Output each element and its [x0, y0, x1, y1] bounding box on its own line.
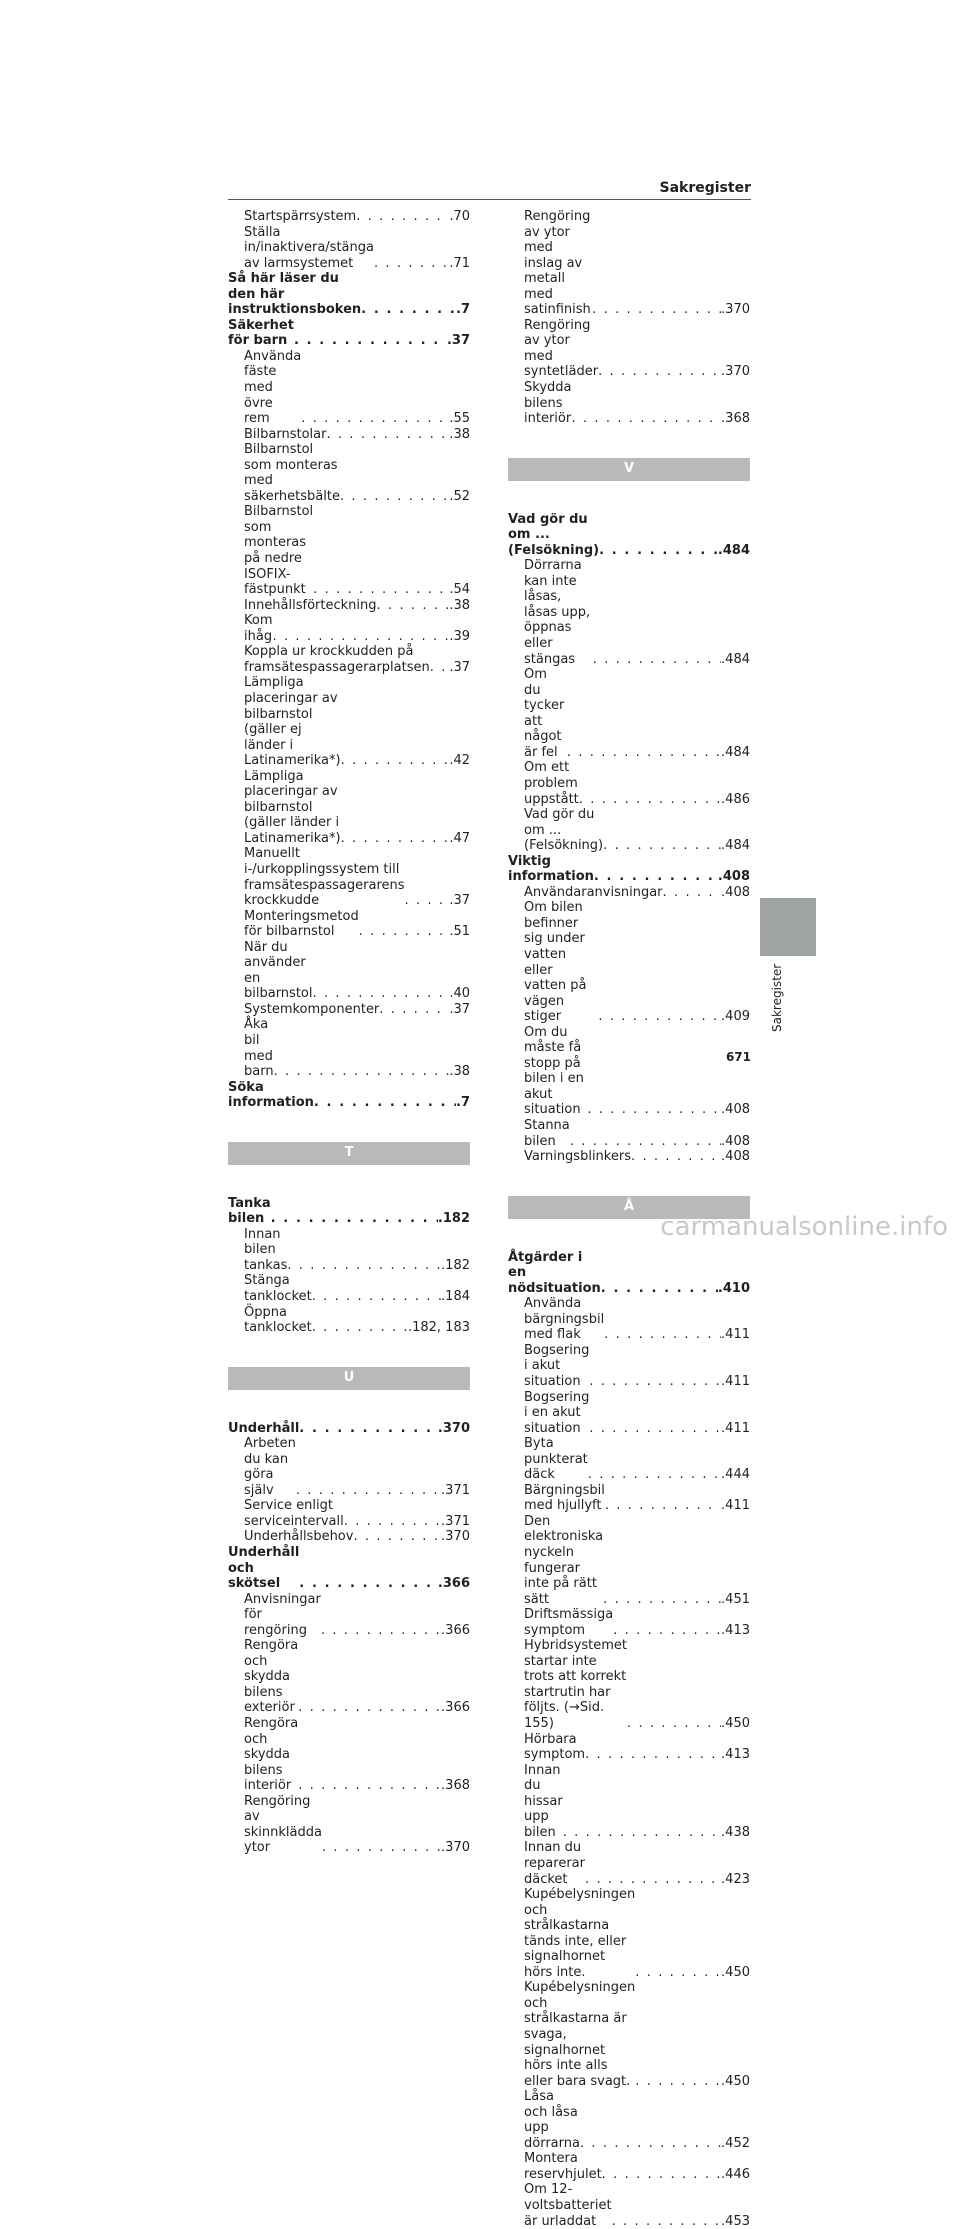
entry-label: Bogsering i akut situation — [524, 1342, 590, 1389]
entry-page-ref[interactable]: .37 — [449, 1001, 470, 1017]
entry-page-ref[interactable]: .54 — [449, 582, 470, 598]
entry-label: Systemkomponenter — [244, 1001, 380, 1017]
entry-label: Rengöra och skydda bilens exteriör — [244, 1638, 299, 1716]
entry-page-ref[interactable]: .7 — [456, 1095, 470, 1111]
index-main-entry[interactable] — [508, 512, 750, 559]
leader-dots — [635, 1965, 721, 1981]
index-sub-entry[interactable] — [508, 209, 750, 318]
leader-dots — [598, 1009, 721, 1025]
index-sub-entry[interactable] — [508, 1343, 750, 1390]
leader-dots — [379, 1002, 449, 1018]
entry-label: Viktig information — [508, 853, 594, 885]
index-column-left — [228, 209, 470, 1856]
index-sub-entry[interactable] — [508, 1436, 750, 1483]
leader-dots — [296, 1483, 441, 1499]
entry-label: Innan bilen tankas — [244, 1226, 288, 1273]
entry-label: Lämpliga placeringar av bilbarnstol (gäller ej länder i Latinamerika*) — [244, 675, 341, 769]
leader-dots — [301, 411, 449, 427]
entry-page-ref[interactable]: .453 — [721, 2213, 750, 2229]
index-sub-entry[interactable] — [228, 225, 470, 272]
entry-label: Bärgningsbil med hjullyft — [524, 1482, 605, 1514]
entry-label: Söka information — [228, 1079, 314, 1111]
entry-label: Byta punkterat däck — [524, 1436, 588, 1483]
entry-label: Om bilen befinner sig under vatten eller vatten på vägen stiger — [524, 900, 587, 1025]
entry-label: Montera reservhjulet — [524, 2151, 602, 2182]
leader-dots — [663, 885, 722, 901]
entry-label: Arbeten du kan göra själv — [244, 1436, 296, 1498]
entry-page-ref[interactable]: .411 — [721, 1498, 750, 1514]
leader-dots — [585, 1872, 721, 1888]
leader-dots — [580, 2136, 721, 2152]
index-sub-entry[interactable] — [228, 769, 470, 847]
leader-dots — [299, 1576, 438, 1592]
index-main-entry[interactable] — [508, 1250, 750, 1297]
entry-label: Koppla ur krockkudden på framsätespassagerarplatsen — [244, 644, 430, 675]
index-letter-heading: U — [228, 1367, 470, 1390]
index-sub-entry[interactable] — [508, 2151, 750, 2182]
entry-label: Anvisningar för rengöring — [244, 1591, 321, 1638]
entry-page-ref[interactable]: .411 — [721, 1327, 750, 1343]
entry-page-ref[interactable]: .182 — [437, 1211, 470, 1227]
leader-dots — [374, 256, 449, 272]
leader-dots — [344, 1514, 441, 1530]
index-sub-entry[interactable] — [508, 380, 750, 427]
entry-label: Vad gör du om ... (Felsökning) — [524, 807, 604, 854]
entry-label: När du använder en bilbarnstol — [244, 939, 313, 1002]
entry-label: Åtgärder i en nödsituation — [508, 1249, 601, 1296]
entry-page-ref[interactable]: .368 — [441, 1778, 470, 1794]
entry-label: Rengöring av ytor med syntetläder — [524, 317, 599, 380]
entry-label: Underhåll och skötsel — [228, 1545, 300, 1592]
entry-page-ref[interactable]: .413 — [721, 1622, 750, 1638]
index-letter-heading: V — [508, 458, 750, 481]
index-main-entry[interactable] — [228, 1196, 470, 1227]
index-sub-entry[interactable] — [228, 349, 470, 427]
leader-dots — [294, 333, 447, 349]
entry-label: Rengöring av skinnklädda ytor — [244, 1793, 322, 1856]
entry-label: Bilbarnstol som monteras med säkerhetsbälte — [244, 442, 340, 504]
leader-dots — [340, 489, 449, 505]
entry-page-ref[interactable]: .366 — [437, 1576, 470, 1592]
index-main-entry[interactable] — [228, 1080, 470, 1111]
leader-dots — [602, 2167, 721, 2183]
entry-page-ref[interactable]: .370 — [721, 302, 750, 318]
index-sub-entry[interactable] — [228, 613, 470, 644]
entry-page-ref[interactable]: .7 — [456, 302, 470, 318]
index-sub-entry[interactable] — [228, 1002, 470, 1018]
index-sub-entry[interactable] — [228, 846, 470, 908]
leader-dots — [563, 1825, 721, 1841]
leader-dots — [588, 1467, 721, 1483]
entry-label: Underhållsbehov — [244, 1529, 354, 1545]
entry-page-ref[interactable]: .38 — [449, 1064, 470, 1080]
leader-dots — [571, 411, 721, 427]
index-sub-entry[interactable] — [508, 2089, 750, 2151]
index-sub-entry[interactable] — [228, 675, 470, 768]
entry-label: Den elektroniska nyckeln fungerar inte på rätt sätt — [524, 1513, 604, 1607]
index-sub-entry[interactable] — [508, 1887, 750, 1980]
index-sub-entry[interactable] — [508, 1149, 750, 1165]
entry-page-ref[interactable]: .47 — [449, 830, 470, 846]
leader-dots — [353, 1529, 441, 1545]
entry-page-ref[interactable]: .408 — [717, 869, 750, 885]
index-sub-entry[interactable] — [508, 1483, 750, 1514]
entry-label: Innehållsförteckning — [244, 597, 377, 613]
index-letter-heading: Å — [508, 1196, 750, 1219]
entry-label: Innan du hissar upp bilen — [524, 1762, 563, 1840]
entry-page-ref[interactable]: .484 — [717, 542, 750, 558]
leader-dots — [312, 986, 449, 1002]
index-sub-entry[interactable] — [228, 1498, 470, 1529]
page-number: 671 — [725, 1050, 751, 1064]
side-tab-label: Sakregister — [770, 963, 784, 1032]
index-sub-entry[interactable] — [508, 1514, 750, 1607]
entry-label: Ställa in/inaktivera/stänga av larmsystemet — [244, 224, 374, 271]
entry-label: Lämpliga placeringar av bilbarnstol (gäller länder i Latinamerika*) — [244, 768, 341, 846]
index-sub-entry[interactable] — [508, 1980, 750, 2089]
entry-label: Varningsblinkers — [524, 1149, 631, 1165]
index-sub-entry[interactable] — [228, 1227, 470, 1274]
leader-dots — [405, 893, 450, 909]
entry-label: Låsa och låsa upp dörrarna — [524, 2089, 580, 2151]
header-divider — [228, 199, 751, 200]
leader-dots — [603, 838, 721, 854]
leader-dots — [592, 302, 721, 318]
leader-dots — [312, 1289, 441, 1305]
entry-page-ref[interactable]: .486 — [721, 791, 750, 807]
entry-page-ref[interactable]: .410 — [717, 1280, 750, 1296]
leader-dots — [612, 2214, 721, 2229]
index-main-entry[interactable] — [508, 854, 750, 885]
entry-page-ref[interactable]: .184 — [441, 1289, 470, 1304]
leader-dots — [430, 660, 450, 676]
leader-dots — [313, 582, 449, 598]
entry-label: Driftsmässiga symptom — [524, 1607, 614, 1638]
entry-label: Monteringsmetod för bilbarnstol — [244, 908, 359, 940]
leader-dots — [356, 209, 449, 225]
entry-label: Om 12-voltsbatteriet är urladdat — [524, 2182, 612, 2229]
leader-dots — [599, 543, 718, 559]
leader-dots — [604, 1327, 721, 1343]
index-main-entry[interactable] — [228, 1421, 470, 1437]
leader-dots — [603, 1592, 721, 1608]
entry-label: Om du tycker att något är fel — [524, 667, 565, 760]
index-sub-entry[interactable] — [228, 940, 470, 1002]
entry-page-ref[interactable]: .370 — [721, 364, 750, 380]
entry-label: Service enligt serviceintervall — [244, 1498, 344, 1529]
index-sub-entry[interactable] — [508, 1732, 750, 1763]
leader-dots — [593, 652, 721, 668]
leader-dots — [589, 1421, 721, 1437]
index-sub-entry[interactable] — [228, 1794, 470, 1856]
leader-dots — [631, 1149, 721, 1165]
leader-dots — [585, 1747, 721, 1763]
entry-page-ref[interactable]: .446 — [721, 2166, 750, 2182]
index-sub-entry[interactable] — [228, 909, 470, 940]
entry-page-ref[interactable]: .408 — [721, 884, 750, 900]
leader-dots — [361, 302, 456, 318]
entry-label: Kupébelysningen och strålkastarna tänds inte, eller signalhornet hörs inte. — [524, 1887, 636, 1980]
entry-label: Kom ihåg — [244, 613, 273, 644]
leader-dots — [298, 1778, 441, 1794]
entry-page-ref[interactable]: .409 — [721, 1009, 750, 1025]
index-sub-entry[interactable] — [228, 1638, 470, 1716]
entry-page-ref[interactable]: .38 — [449, 597, 470, 613]
index-sub-entry[interactable] — [508, 558, 750, 667]
index-sub-entry[interactable] — [508, 807, 750, 854]
index-sub-entry[interactable] — [508, 760, 750, 807]
entry-page-ref[interactable]: .366 — [441, 1622, 470, 1638]
leader-dots — [579, 792, 721, 808]
entry-label: Underhåll — [228, 1420, 300, 1436]
index-sub-entry[interactable] — [508, 1118, 750, 1149]
entry-page-ref[interactable]: .39 — [449, 628, 470, 644]
entry-label: Använda fäste med övre rem — [244, 348, 302, 427]
entry-page-ref[interactable]: .450 — [721, 2073, 750, 2089]
index-sub-entry[interactable] — [228, 1273, 470, 1304]
entry-page-ref[interactable]: .70 — [449, 209, 470, 224]
index-main-entry[interactable] — [228, 1545, 470, 1592]
index-sub-entry[interactable] — [508, 900, 750, 1024]
leader-dots — [322, 1840, 441, 1856]
entry-label: Bilbarnstol som monteras på nedre ISOFIX-fästpunkt — [244, 504, 314, 598]
index-sub-entry[interactable] — [508, 2182, 750, 2229]
leader-dots — [587, 1102, 721, 1118]
entry-page-ref[interactable]: .366 — [441, 1700, 470, 1716]
entry-page-ref[interactable]: .370 — [437, 1420, 470, 1436]
entry-label: Stanna bilen — [524, 1117, 570, 1149]
entry-page-ref[interactable]: .55 — [449, 411, 470, 427]
entry-label: Rengöra och skydda bilens interiör — [244, 1716, 299, 1794]
index-sub-entry[interactable] — [228, 1592, 470, 1639]
index-sub-entry[interactable] — [228, 442, 470, 504]
leader-dots — [321, 1623, 441, 1639]
entry-page-ref[interactable]: .52 — [449, 488, 470, 504]
leader-dots — [594, 869, 718, 885]
entry-page-ref[interactable]: .370 — [441, 1840, 470, 1856]
entry-page-ref[interactable]: .484 — [721, 838, 750, 854]
leader-dots — [359, 924, 450, 940]
entry-label: Kupébelysningen och strålkastarna är svaga, signalhornet hörs inte alls eller bara svagt. — [524, 1980, 636, 2089]
entry-label: Vad gör du om ... (Felsökning) — [508, 511, 600, 558]
entry-label: Bogsering i en akut situation — [524, 1389, 590, 1436]
entry-label: Använda bärgningsbil med flak — [524, 1296, 605, 1343]
entry-page-ref[interactable]: .408 — [721, 1102, 750, 1118]
entry-page-ref[interactable]: .368 — [721, 411, 750, 427]
entry-page-ref[interactable]: .450 — [721, 1964, 750, 1980]
entry-page-ref[interactable]: .408 — [721, 1133, 750, 1149]
index-main-entry[interactable] — [228, 318, 470, 349]
entry-page-ref[interactable]: .37 — [446, 333, 470, 349]
index-sub-entry[interactable] — [508, 318, 750, 380]
entry-label: Stänga tanklocket — [244, 1273, 312, 1304]
entry-label: Bilbarnstolar — [244, 426, 327, 442]
leader-dots — [312, 1320, 408, 1336]
leader-dots — [274, 1064, 450, 1080]
index-letter-heading: T — [228, 1142, 470, 1165]
index-sub-entry[interactable] — [228, 427, 470, 443]
entry-page-ref[interactable]: .450 — [721, 1716, 750, 1732]
leader-dots — [598, 364, 721, 380]
leader-dots — [314, 1095, 456, 1111]
entry-page-ref[interactable]: .37 — [449, 659, 470, 675]
index-sub-entry[interactable] — [508, 1025, 750, 1118]
index-sub-entry[interactable] — [228, 1017, 470, 1079]
entry-label: Säkerhet för barn — [228, 317, 294, 349]
index-sub-entry[interactable] — [228, 1305, 470, 1336]
leader-dots — [627, 1716, 721, 1732]
entry-label: Startspärrsystem — [244, 209, 357, 224]
leader-dots — [298, 1700, 441, 1716]
section-thumb-tab[interactable] — [760, 898, 816, 956]
leader-dots — [601, 1281, 718, 1297]
index-sub-entry[interactable] — [508, 667, 750, 760]
watermark: carmanualsonline.info — [660, 1212, 948, 1242]
index-sub-entry[interactable] — [508, 1296, 750, 1343]
index-sub-entry[interactable] — [508, 885, 750, 901]
entry-page-ref[interactable]: .452 — [721, 2135, 750, 2151]
entry-label: Hörbara symptom — [524, 1731, 586, 1763]
leader-dots — [326, 427, 449, 443]
leader-dots — [567, 745, 721, 761]
entry-page-ref[interactable]: .451 — [721, 1591, 750, 1607]
leader-dots — [635, 2074, 721, 2090]
index-sub-entry[interactable] — [228, 1716, 470, 1794]
entry-label: Så här läser du den här instruktionsboken — [228, 271, 362, 318]
entry-page-ref[interactable]: .371 — [441, 1482, 470, 1498]
entry-label: Om du måste få stopp på bilen i en akut situation — [524, 1024, 584, 1118]
entry-page-ref[interactable]: .411 — [721, 1420, 750, 1436]
index-sub-entry[interactable] — [228, 1436, 470, 1498]
index-sub-entry[interactable] — [508, 1763, 750, 1841]
leader-dots — [271, 1211, 438, 1227]
index-sub-entry[interactable] — [228, 1529, 470, 1545]
entry-page-ref[interactable]: .37 — [449, 893, 470, 909]
index-sub-entry[interactable] — [228, 644, 470, 675]
entry-label: Öppna tanklocket — [244, 1304, 312, 1336]
entry-label: Om ett problem uppstått — [524, 760, 579, 807]
leader-dots — [589, 1374, 721, 1390]
entry-page-ref[interactable]: .371 — [441, 1513, 470, 1529]
entry-label: Manuellt i-/urkopplingssystem till framsätespassagerarens krockkudde — [244, 846, 405, 909]
page-header-title: Sakregister — [659, 180, 751, 196]
leader-dots — [341, 831, 450, 847]
leader-dots — [377, 598, 450, 614]
index-sub-entry[interactable] — [228, 504, 470, 597]
leader-dots — [605, 1498, 721, 1514]
entry-page-ref[interactable]: .484 — [721, 651, 750, 667]
leader-dots — [341, 753, 450, 769]
entry-label: Åka bil med barn — [244, 1017, 274, 1080]
entry-page-ref[interactable]: .370 — [441, 1529, 470, 1545]
leader-dots — [299, 1421, 438, 1437]
entry-page-ref[interactable]: .182 — [441, 1257, 470, 1273]
entry-label: Skydda bilens interiör — [524, 380, 572, 427]
entry-label: Användaranvisningar — [524, 884, 663, 900]
entry-page-ref[interactable]: .444 — [721, 1467, 750, 1483]
index-sub-entry[interactable] — [508, 1390, 750, 1437]
entry-label: Rengöring av ytor med inslag av metall med satinfinish — [524, 209, 591, 318]
entry-page-ref[interactable]: .413 — [721, 1747, 750, 1763]
entry-page-ref[interactable]: .182, 183 — [407, 1320, 470, 1336]
leader-dots — [287, 1258, 441, 1274]
entry-label: Innan du reparerar däcket — [524, 1840, 585, 1887]
leader-dots — [273, 629, 450, 645]
index-sub-entry[interactable] — [228, 598, 470, 614]
leader-dots — [613, 1623, 721, 1639]
index-main-entry[interactable] — [228, 271, 470, 318]
entry-page-ref[interactable]: .423 — [721, 1871, 750, 1887]
entry-page-ref[interactable]: .71 — [449, 255, 470, 271]
index-sub-entry[interactable] — [508, 1607, 750, 1638]
index-sub-entry[interactable] — [228, 209, 470, 225]
entry-page-ref[interactable]: .438 — [721, 1824, 750, 1840]
entry-label: Tanka bilen — [228, 1195, 271, 1227]
leader-dots — [570, 1134, 721, 1150]
entry-label: Dörrarna kan inte låsas, låsas upp, öppnas eller stängas — [524, 558, 591, 667]
index-sub-entry[interactable] — [508, 1840, 750, 1887]
entry-page-ref[interactable]: .42 — [449, 753, 470, 769]
index-sub-entry[interactable] — [508, 1638, 750, 1731]
entry-page-ref[interactable]: .38 — [449, 426, 470, 442]
entry-page-ref[interactable]: .484 — [721, 744, 750, 760]
entry-page-ref[interactable]: .411 — [721, 1374, 750, 1389]
entry-page-ref[interactable]: .40 — [449, 986, 470, 1002]
entry-page-ref[interactable]: .51 — [449, 924, 470, 940]
entry-label: Hybridsystemet startar inte trots att korrekt startrutin har följts. (→Sid. 155) — [524, 1638, 628, 1732]
entry-page-ref[interactable]: .408 — [721, 1149, 750, 1165]
